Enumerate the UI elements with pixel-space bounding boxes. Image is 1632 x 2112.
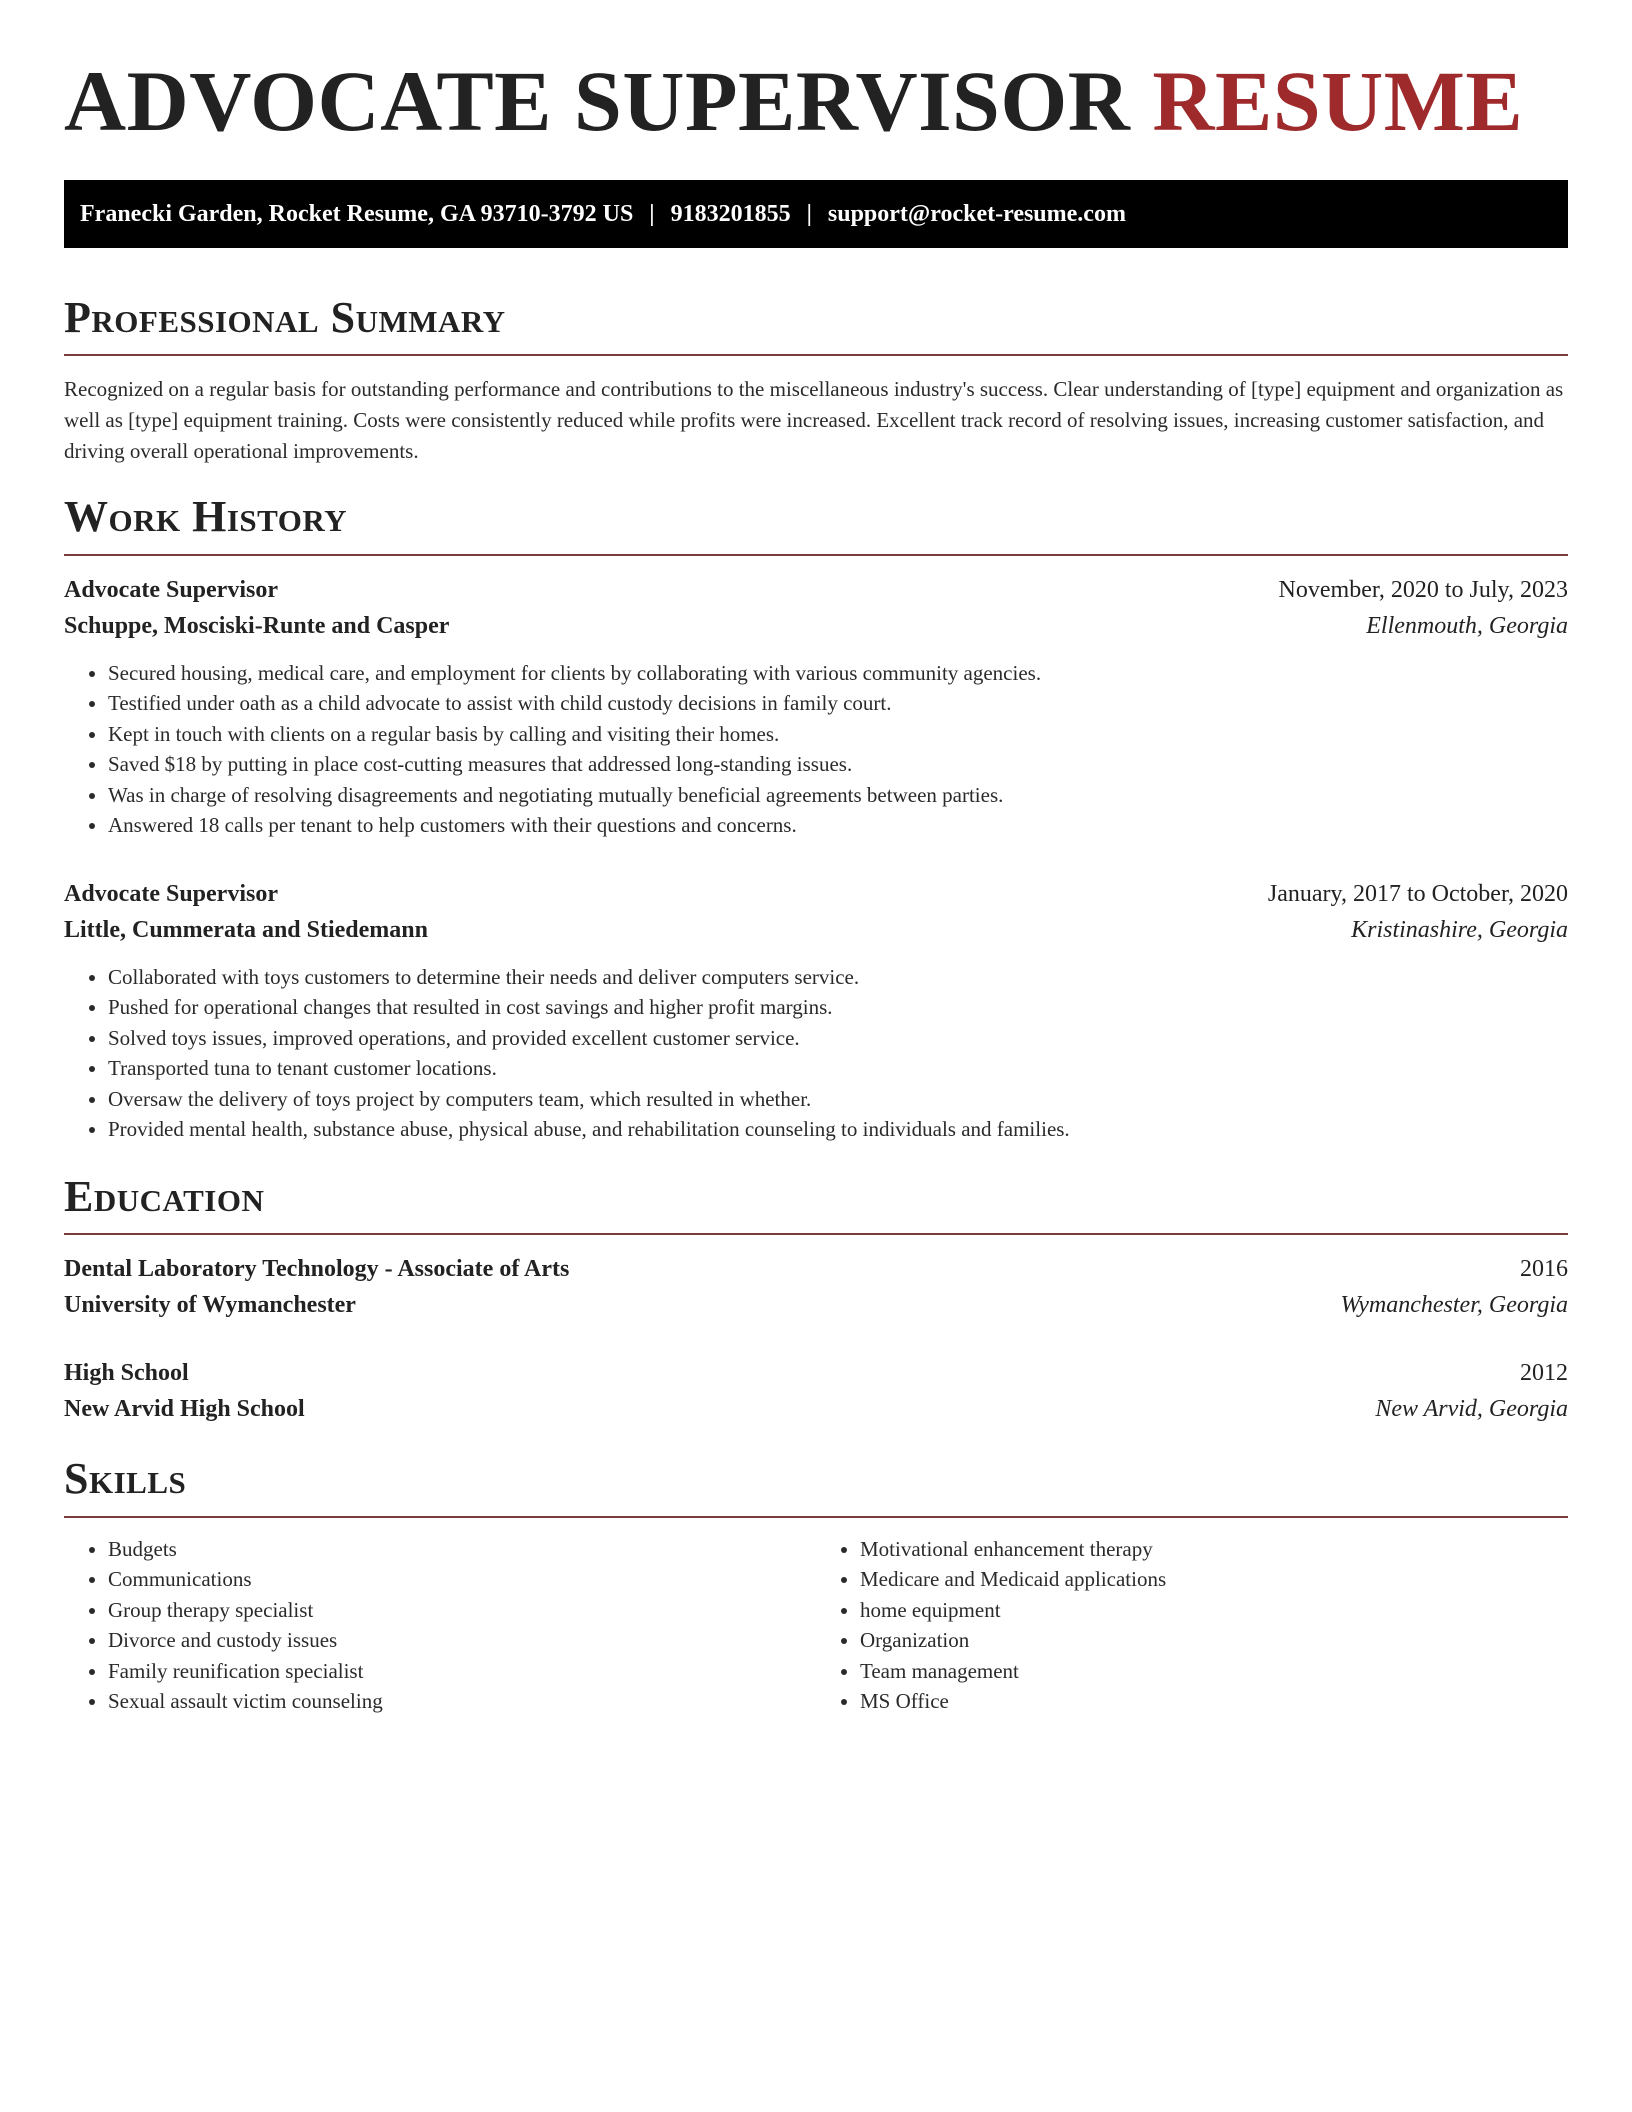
section-divider [64, 354, 1568, 356]
list-item: • MS Office [860, 1686, 1568, 1717]
resume-title [64, 0, 1568, 149]
list-item: • home equipment [860, 1595, 1568, 1626]
list-item: • Pushed for operational changes that resulted in cost savings and higher profit margins. [108, 992, 1568, 1023]
contact-separator: | [806, 200, 812, 227]
education-location: Wymanchester, Georgia [1340, 1292, 1568, 1319]
job-title: Advocate Supervisor [64, 880, 278, 907]
education-degree: Dental Laboratory Technology - Associate of Arts [64, 1256, 570, 1283]
summary-text: Recognized on a regular basis for outstanding performance and contributions to the miscellaneous industry's success. Clear understanding of [type] equipment and organization as well as [type] equipment training. Costs were consistently reduced while profits were increased. Excellent track record of resolving issues, increasing customer satisfaction, and driving overall operational improvements. [64, 377, 1564, 464]
list-item: • Group therapy specialist [108, 1595, 816, 1626]
summary-section [64, 294, 1568, 467]
list-item: • Team management [860, 1656, 1568, 1687]
education-degree: High School [64, 1360, 189, 1387]
education-section [64, 1173, 1568, 1427]
work-history-section [64, 493, 1568, 1144]
list-item: • Secured housing, medical care, and employment for clients by collaborating with various community agencies. [108, 658, 1568, 689]
job-bullets [64, 962, 1568, 1145]
contact-address: Franecki Garden, Rocket Resume, GA 93710-3792 US [80, 200, 634, 227]
education-year: 2012 [1520, 1360, 1568, 1387]
list-item: • Organization [860, 1625, 1568, 1656]
job-location: Ellenmouth, Georgia [1366, 612, 1568, 639]
education-school: New Arvid High School [64, 1396, 305, 1423]
skills-section [64, 1455, 1568, 1716]
summary-heading: Professional Summary [64, 293, 506, 342]
skills-columns [64, 1518, 1568, 1717]
job-title: Advocate Supervisor [64, 576, 278, 603]
title-accent: RESUME [1152, 53, 1524, 149]
section-divider [64, 554, 1568, 556]
job-header-row [64, 876, 1568, 912]
education-location: New Arvid, Georgia [1375, 1396, 1568, 1423]
title-main: ADVOCATE SUPERVISOR [64, 53, 1131, 149]
list-item: • Was in charge of resolving disagreements and negotiating mutually beneficial agreements between parties. [108, 780, 1568, 811]
education-entry [64, 1251, 1568, 1323]
education-school-row [64, 1287, 1568, 1323]
skills-list-left [64, 1534, 816, 1717]
job-dates: November, 2020 to July, 2023 [1278, 576, 1568, 603]
job-company: Little, Cummerata and Stiedemann [64, 916, 428, 943]
list-item: • Kept in touch with clients on a regular basis by calling and visiting their homes. [108, 719, 1568, 750]
job-company-row [64, 608, 1568, 644]
list-item: • Transported tuna to tenant customer locations. [108, 1053, 1568, 1084]
list-item: • Provided mental health, substance abuse, physical abuse, and rehabilitation counseling to individuals and families. [108, 1114, 1568, 1145]
list-item: • Testified under oath as a child advocate to assist with child custody decisions in family court. [108, 688, 1568, 719]
job-entry [64, 572, 1568, 841]
job-location: Kristinashire, Georgia [1351, 916, 1568, 943]
education-header-row [64, 1355, 1568, 1391]
contact-phone: 9183201855 [670, 200, 791, 227]
list-item: • Solved toys issues, improved operations, and provided excellent customer service. [108, 1023, 1568, 1054]
list-item: • Divorce and custody issues [108, 1625, 816, 1656]
job-header-row [64, 572, 1568, 608]
job-bullets [64, 658, 1568, 841]
skills-heading: Skills [64, 1454, 187, 1504]
list-item: • Family reunification specialist [108, 1656, 816, 1687]
education-school: University of Wymanchester [64, 1292, 356, 1319]
list-item: • Saved $18 by putting in place cost-cutting measures that addressed long-standing issues. [108, 749, 1568, 780]
section-divider [64, 1233, 1568, 1235]
education-entry [64, 1355, 1568, 1427]
list-item: • Medicare and Medicaid applications [860, 1564, 1568, 1595]
list-item: • Motivational enhancement therapy [860, 1534, 1568, 1565]
job-company: Schuppe, Mosciski-Runte and Casper [64, 612, 450, 639]
education-heading: Education [64, 1171, 265, 1221]
education-year: 2016 [1520, 1256, 1568, 1283]
list-item: • Sexual assault victim counseling [108, 1686, 816, 1717]
list-item: • Communications [108, 1564, 816, 1595]
job-dates: January, 2017 to October, 2020 [1267, 880, 1568, 907]
list-item: • Oversaw the delivery of toys project by computers team, which resulted in whether. [108, 1084, 1568, 1115]
contact-bar [64, 180, 1568, 248]
contact-separator: | [649, 200, 655, 227]
job-company-row [64, 912, 1568, 948]
work-history-heading: Work History [64, 492, 348, 542]
skills-list-right [816, 1534, 1568, 1717]
list-item: • Answered 18 calls per tenant to help customers with their questions and concerns. [108, 810, 1568, 841]
job-entry [64, 876, 1568, 1145]
education-header-row [64, 1251, 1568, 1287]
list-item: • Budgets [108, 1534, 816, 1565]
education-school-row [64, 1391, 1568, 1427]
list-item: • Collaborated with toys customers to determine their needs and deliver computers service. [108, 962, 1568, 993]
contact-email: support@rocket-resume.com [827, 200, 1126, 227]
